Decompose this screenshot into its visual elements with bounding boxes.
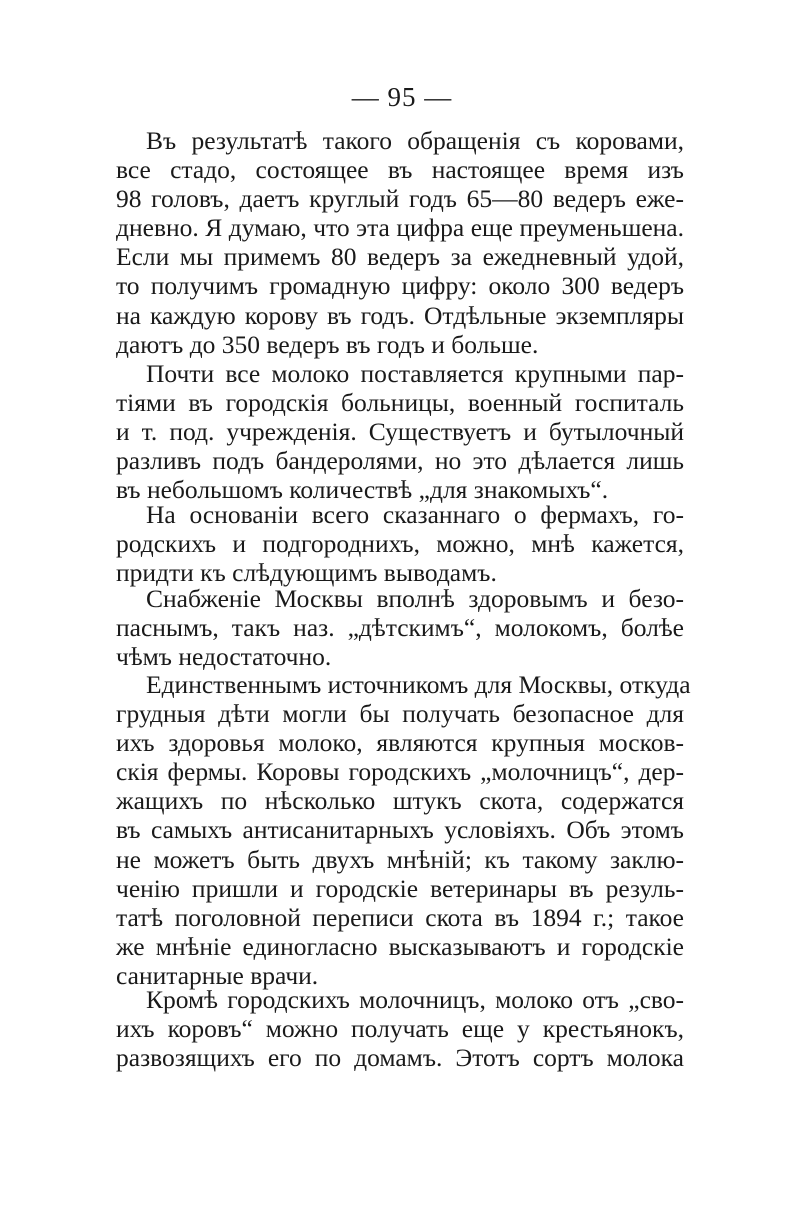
text-line: не можетъ быть двухъ мнѣній; къ такому заклю- bbox=[116, 844, 684, 874]
text-line: на каждую корову въ годъ. Отдѣльные экземпляры bbox=[116, 300, 684, 330]
text-line: дневно. Я думаю, что эта цифра еще преуменьшена. bbox=[116, 213, 684, 243]
text-line: чѣмъ недостаточно. bbox=[116, 642, 332, 672]
text-line: паснымъ, такъ наз. „дѣтскимъ“, молокомъ, болѣе bbox=[116, 613, 684, 643]
text-line: въ самыхъ антисанитарныхъ условіяхъ. Объ этомъ bbox=[116, 815, 684, 845]
text-line: придти къ слѣдующимъ выводамъ. bbox=[116, 558, 497, 588]
text-line: Если мы примемъ 80 ведеръ за ежедневный удой, bbox=[116, 242, 684, 272]
text-line: На основаніи всего сказаннаго о фермахъ, го- bbox=[146, 500, 684, 529]
text-line: грудныя дѣти могли бы получать безопасное для bbox=[116, 699, 684, 729]
text-line: санитарные врачи. bbox=[116, 960, 319, 990]
paragraph-5 bbox=[116, 670, 691, 990]
text-line: то получимъ громадную цифру: около 300 ведеръ bbox=[116, 271, 684, 301]
text-line: Почти все молоко поставляется крупными пар- bbox=[146, 359, 684, 388]
paragraph-3 bbox=[116, 500, 684, 587]
text-line: все стадо, состоящее въ настоящее время изъ bbox=[116, 155, 684, 185]
text-line: же мнѣніе единогласно высказываютъ и городскіе bbox=[116, 931, 684, 961]
text-line: ихъ коровъ“ можно получать еще у крестьянокъ, bbox=[116, 1014, 684, 1044]
paragraph-1 bbox=[116, 126, 684, 359]
text-line: и т. под. учрежденія. Существуетъ и бутылочный bbox=[116, 417, 684, 447]
text-line: 98 головъ, даетъ круглый годъ 65—80 ведеръ еже- bbox=[116, 184, 684, 214]
text-line: ченію пришли и городскіе ветеринары въ резуль- bbox=[116, 873, 684, 903]
text-line: ихъ здоровья молоко, являются крупныя москов- bbox=[116, 728, 684, 758]
text-line: Въ результатѣ такого обращенія съ коровами, bbox=[146, 126, 684, 155]
text-line: даютъ до 350 ведеръ въ годъ и больше. bbox=[116, 329, 539, 359]
text-line: развозящихъ его по домамъ. Этотъ сортъ молока bbox=[116, 1043, 684, 1073]
page-number: — 95 — bbox=[351, 82, 453, 112]
paragraph-6 bbox=[116, 985, 684, 1072]
text-line: Кромѣ городскихъ молочницъ, молоко отъ „сво- bbox=[146, 985, 684, 1014]
text-line: жащихъ по нѣсколько штукъ скота, содержатся bbox=[116, 786, 684, 816]
paragraph-4 bbox=[116, 584, 684, 671]
text-line: Снабженіе Москвы вполнѣ здоровымъ и безо- bbox=[146, 584, 684, 613]
text-line: Единственнымъ источникомъ для Москвы, откуда bbox=[146, 670, 691, 699]
text-line: татѣ поголовной переписи скота въ 1894 г.; такое bbox=[116, 902, 684, 932]
text-line: тіями въ городскія больницы, военный госпиталь bbox=[116, 388, 684, 418]
text-line: родскихъ и подгороднихъ, можно, мнѣ кажется, bbox=[116, 529, 684, 559]
text-line: въ небольшомъ количествѣ „для знакомыхъ“. bbox=[116, 475, 609, 505]
text-line: разливъ подъ бандеролями, но это дѣлается лишь bbox=[116, 446, 684, 476]
text-line: скія фермы. Коровы городскихъ „молочницъ“, дер- bbox=[116, 757, 684, 787]
paragraph-2 bbox=[116, 359, 684, 504]
